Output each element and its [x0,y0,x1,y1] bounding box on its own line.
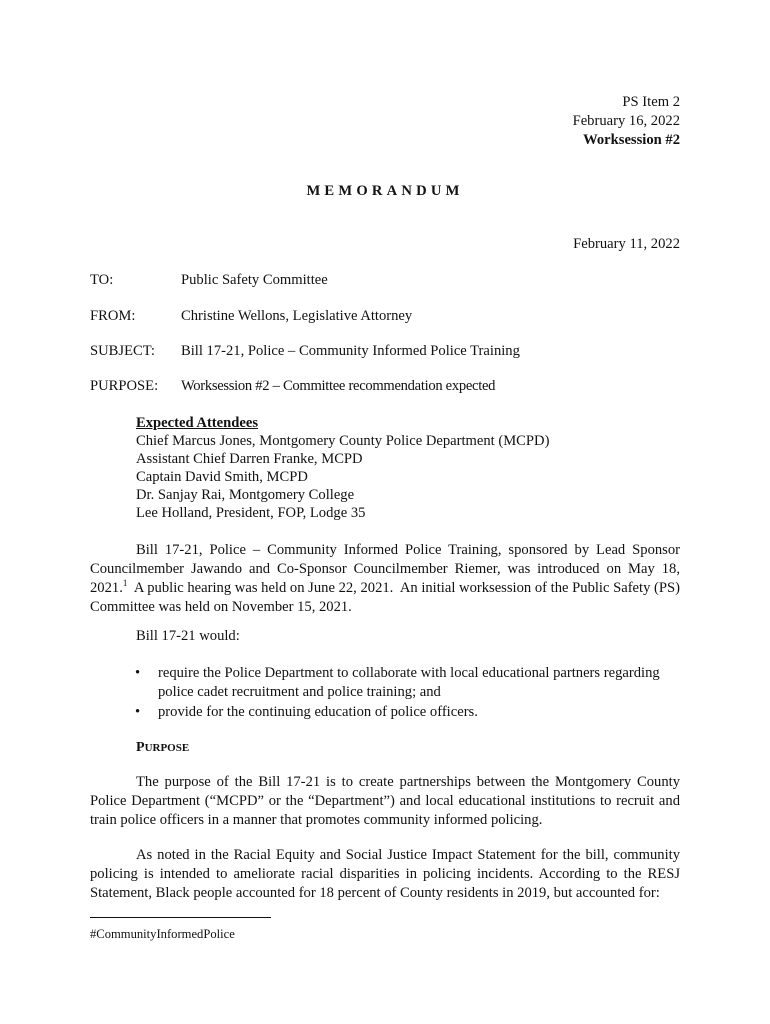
intro-text-b: A public hearing was held on June 22, 2021. An initial worksession of the Public Safety (PS) Committee was held on November 15, 2021. [90,580,684,615]
subject-value: Bill 17-21, Police – Community Informed Police Training [181,343,520,359]
attendee-item: Chief Marcus Jones, Montgomery County Police Department (MCPD) [136,433,550,449]
attendee-item: Lee Holland, President, FOP, Lodge 35 [136,505,366,521]
list-item-text: require the Police Department to collaborate with local educational partners regarding police cadet recruitment and police training; and [158,665,660,700]
footnote-divider [90,917,271,918]
resj-paragraph [90,846,680,903]
list-item [90,664,680,702]
subject-label: SUBJECT: [90,343,155,359]
memo-date: February 11, 2022 [573,236,680,252]
purpose-heading [136,740,189,756]
list-item-text: provide for the continuing education of police officers. [158,704,478,720]
intro-paragraph [90,541,684,617]
resj-text: As noted in the Racial Equity and Social Justice Impact Statement for the bill, community policing is intended to ameliorate racial disparities in policing incidents. According to the RESJ Statement, Black people accounted for 18 percent of County residents in 2019, but accounted for: [90,847,680,901]
purpose-heading-rest: URPOSE [144,742,190,754]
to-label: TO: [90,272,114,288]
attendee-item: Captain David Smith, MCPD [136,469,308,485]
expected-attendees [136,414,549,522]
meeting-date: February 16, 2022 [572,113,680,129]
provisions-list [90,664,680,723]
purpose-paragraph [90,773,680,830]
bill-would-text: Bill 17-21 would: [136,628,240,644]
memo-title: MEMORANDUM [306,183,464,199]
purpose-text: The purpose of the Bill 17-21 is to create partnerships between the Montgomery County Police Department (“MCPD” or the “Department”) and local educational institutions to recruit and train police officers in a manner that promotes community informed policing. [90,774,680,828]
to-value: Public Safety Committee [181,272,328,288]
from-label: FROM: [90,308,136,324]
item-number: PS Item 2 [622,94,680,110]
intro-text-a: Bill 17-21, Police – Community Informed Police Training, sponsored by Lead Sponsor Councilmember Jawando and Co-Sponsor Councilmember Riemer, was introduced on May 18, 2021. [90,542,680,596]
footnote-ref: 1 [122,578,128,589]
item-header [573,93,680,150]
footer-hashtag: #CommunityInformedPolice [90,927,235,941]
bullet-icon: • [135,704,141,720]
attendee-item: Assistant Chief Darren Franke, MCPD [136,451,363,467]
bullet-icon: • [135,665,141,681]
attendee-item: Dr. Sanjay Rai, Montgomery College [136,487,355,503]
attendees-title: Expected Attendees [136,415,259,431]
bill-would-paragraph [90,627,680,646]
purpose-value: Worksession #2 – Committee recommendation expected [181,378,496,394]
from-value: Christine Wellons, Legislative Attorney [181,308,413,324]
purpose-label: PURPOSE: [90,378,159,394]
purpose-heading-initial: P [136,740,145,755]
worksession-label: Worksession #2 [583,132,680,148]
list-item [90,703,680,722]
